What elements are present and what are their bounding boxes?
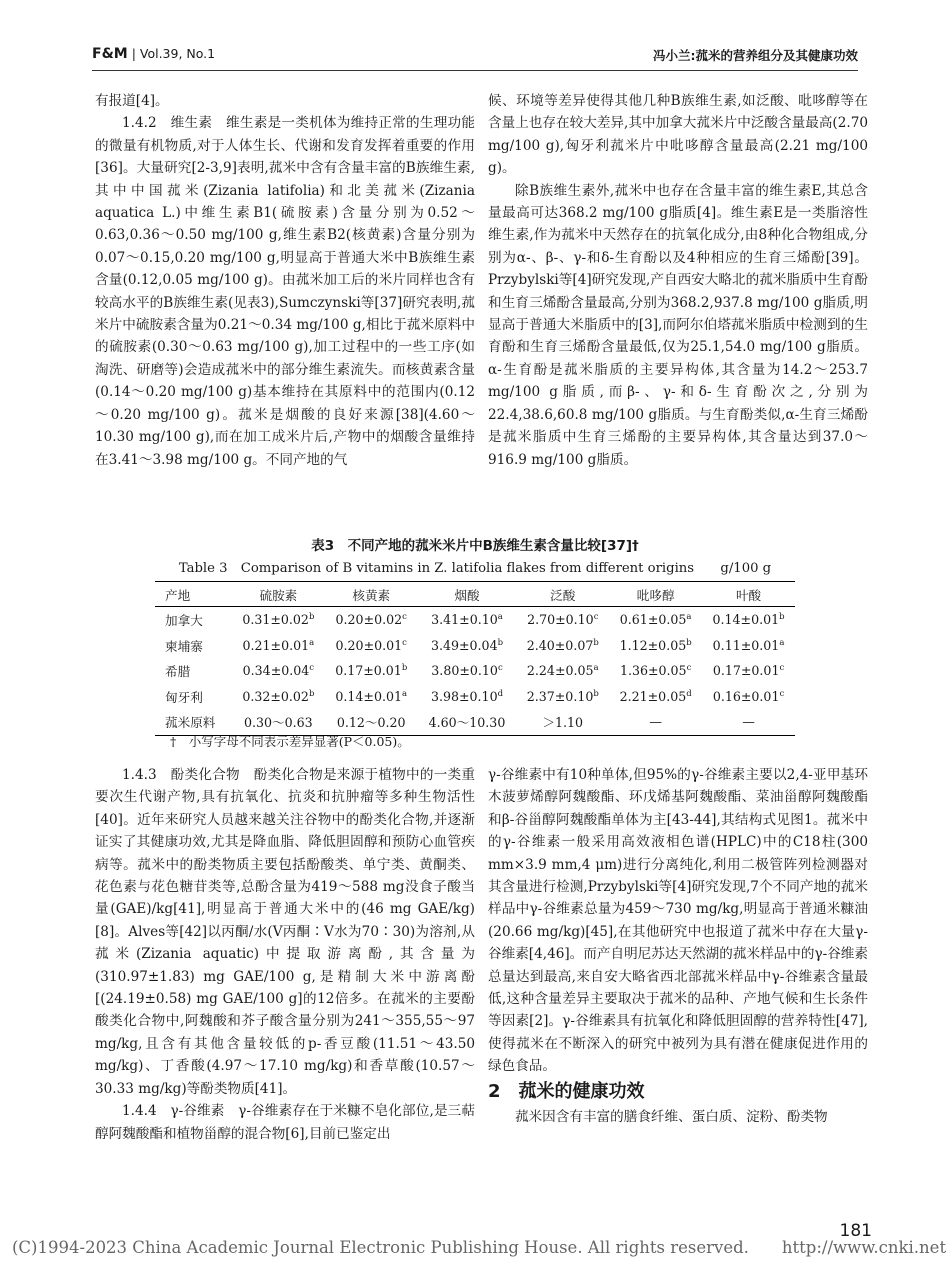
table-caption-cn: 表3 不同产地的菰米米片中B族维生素含量比较[37]† xyxy=(311,538,639,554)
value-text: 1.36±0.05 xyxy=(619,663,687,679)
journal-logo-text: F&M xyxy=(92,46,128,62)
significance-letter: a xyxy=(309,637,315,648)
value-cell xyxy=(609,658,702,684)
significance-letter: c xyxy=(402,612,407,623)
value-cell xyxy=(516,607,609,633)
value-cell xyxy=(232,684,325,710)
section-1-4-4: 1.4.4 γ-谷维素 γ-谷维素存在于米糠不皂化部位,是三萜醇阿魏酸酯和植物甾醇的混合物[6],目前已鉴定出 xyxy=(95,1103,475,1142)
right-column-bottom xyxy=(488,764,868,1128)
value-cell xyxy=(702,607,795,633)
article-running-title: 冯小兰:菰米的营养组分及其健康功效 xyxy=(653,48,858,63)
significance-letter: c xyxy=(593,612,599,623)
volume-issue: | Vol.39, No.1 xyxy=(127,46,216,61)
right-column-top xyxy=(488,90,868,471)
paragraph: 除B族维生素外,菰米中也存在含量丰富的维生素E,其总含量最高可达368.2 mg/100 g脂质[4]。维生素E是一类脂溶性维生素,作为菰米中天然存在的抗氧化成分,由8种化合物组成,分别为α-、β-、γ-和δ-生育酚以及4种相应的生育三烯酚[39]。Przybylski等[4]研究发现,产自西安大略北的菰米脂质中生育酚和生育三烯酚含量最高,分别为368.2,937.8 mg/100 g脂质,明显高于普通大米脂质中的[3],而阿尔伯塔菰米脂质中检测到的生育酚和生育三烯酚含量最低,仅为25.1,54.0 mg/100 g脂质。α-生育酚是菰米脂质的主要异构体,其含量为14.2～253.7 mg/100 g脂质,而β-、γ-和δ-生育酚次之,分别为22.4,38.6,60.8 mg/100 g脂质。与生育酚类似,α-生育三烯酚是菰米脂质中生育三烯酚的主要异构体,其含量达到37.0～916.9 mg/100 g脂质。 xyxy=(488,182,868,468)
value-text: 0.14±0.01 xyxy=(712,612,780,628)
value-text: 0.11±0.01 xyxy=(712,637,780,653)
value-text: 2.40±0.07 xyxy=(526,637,594,653)
col-header: 叶酸 xyxy=(702,582,795,607)
value-text: 2.37±0.10 xyxy=(526,688,594,704)
value-cell xyxy=(232,633,325,659)
value-text: 3.41±0.10 xyxy=(431,612,498,628)
value-cell xyxy=(418,658,517,684)
significance-letter: a xyxy=(686,612,692,623)
value-cell xyxy=(325,633,418,659)
significance-letter: d xyxy=(497,688,504,699)
significance-letter: a xyxy=(402,688,408,699)
significance-letter: c xyxy=(402,637,407,648)
value-cell xyxy=(418,684,517,710)
value-cell xyxy=(232,658,325,684)
value-text: 2.21±0.05 xyxy=(619,688,687,704)
value-text: 2.70±0.10 xyxy=(527,612,594,628)
journal-info xyxy=(92,46,215,62)
origin-cell: 匈牙利 xyxy=(165,689,203,705)
value-text: 0.17±0.01 xyxy=(335,663,402,679)
significance-letter: c xyxy=(779,663,785,674)
value-cell xyxy=(702,709,795,735)
significance-letter: c xyxy=(497,663,503,674)
value-text: ＞1.10 xyxy=(542,715,584,731)
significance-letter: d xyxy=(686,688,692,699)
value-cell xyxy=(609,607,702,633)
paragraph: 候、环境等差异使得其他几种B族维生素,如泛酸、吡哆醇等在含量上也存在较大差异,其中加拿大菰米片中泛酸含量最高(2.70 mg/100 g),匈牙利菰米片中吡哆醇含量最高(2.21 mg/100 g)。 xyxy=(488,93,868,177)
value-text: 0.21±0.01 xyxy=(242,637,310,653)
significance-letter: b xyxy=(401,663,408,674)
significance-letter: b xyxy=(308,612,315,623)
vitamin-table xyxy=(155,581,795,736)
significance-letter: b xyxy=(497,637,504,648)
col-header: 核黄素 xyxy=(325,582,418,607)
value-text: 3.98±0.10 xyxy=(430,688,498,704)
col-header: 产地 xyxy=(155,582,232,607)
paragraph: 菰米因含有丰富的膳食纤维、蛋白质、淀粉、酚类物 xyxy=(515,1108,828,1125)
value-text: 0.34±0.04 xyxy=(242,663,310,679)
origin-cell: 加拿大 xyxy=(165,613,203,629)
value-cell xyxy=(516,709,609,735)
table-row xyxy=(155,607,795,633)
value-cell xyxy=(325,658,418,684)
table-row xyxy=(155,658,795,684)
significance-letter: b xyxy=(779,612,785,623)
value-cell xyxy=(702,684,795,710)
table-row xyxy=(155,633,795,659)
col-header: 烟酸 xyxy=(418,582,517,607)
running-header xyxy=(92,46,858,66)
paragraph: γ-谷维素中有10种单体,但95%的γ-谷维素主要以2,4-亚甲基环木菠萝烯醇阿魏酸酯、环戊烯基阿魏酸酯、菜油甾醇阿魏酸酯和β-谷甾醇阿魏酸酯单体为主[43-44],其结构式见图1。菰米中的γ-谷维素一般采用高效液相色谱(HPLC)中的C18柱(300 mm×3.9 mm,4 μm)进行分离纯化,利用二极管阵列检测器对其含量进行检测,Przybylski等[4]研究发现,7个不同产地的菰米样品中γ-谷维素总量为459～730 mg/kg,明显高于普通米糠油(20.66 mg/kg)[45],在其他研究中也报道了菰米中存在大量γ-谷维素[4,46]。而产自明尼苏达天然湖的菰米样品中的γ-谷维素总量达到最高,来自安大略省西北部菰米样品中γ-谷维素含量最低,这种含量差异主要取决于菰米的品种、产地气候和生长条件等因素[2]。γ-谷维素具有抗氧化和降低胆固醇的营养特性[47],使得菰米在不断深入的研究中被列为具有潜在健康促进作用的绿色食品。 xyxy=(488,767,868,1075)
value-text: 0.32±0.02 xyxy=(242,688,309,704)
value-cell xyxy=(702,658,795,684)
value-text: 0.61±0.05 xyxy=(619,612,687,628)
significance-letter: b xyxy=(686,637,692,648)
value-text: 3.80±0.10 xyxy=(431,663,498,679)
value-text: 0.30～0.63 xyxy=(244,715,313,731)
value-text: 2.24±0.05 xyxy=(526,663,594,679)
value-cell xyxy=(609,709,702,735)
origin-cell: 柬埔寨 xyxy=(165,638,203,654)
copyright-footer: (C)1994-2023 China Academic Journal Electronic Publishing House. All rights reserved. http://www.cnki.net xyxy=(12,1238,947,1257)
value-text: 0.12～0.20 xyxy=(336,715,406,731)
value-text: 0.14±0.01 xyxy=(335,688,403,704)
value-cell xyxy=(516,633,609,659)
value-cell xyxy=(418,607,517,633)
value-cell xyxy=(516,684,609,710)
left-column-top xyxy=(95,90,475,471)
value-cell xyxy=(516,658,609,684)
value-text: 0.20±0.02 xyxy=(335,612,403,628)
paragraph: 有报道[4]。 xyxy=(95,93,169,109)
value-text: 0.31±0.02 xyxy=(242,612,309,628)
value-cell xyxy=(232,607,325,633)
value-text: — xyxy=(649,714,662,730)
left-column-bottom xyxy=(95,764,475,1145)
section-2-heading: 2 菰米的健康功效 xyxy=(488,1080,645,1102)
value-cell xyxy=(325,607,418,633)
value-text: 3.49±0.04 xyxy=(430,637,498,653)
significance-letter: b xyxy=(593,688,599,699)
section-1-4-2: 1.4.2 维生素 维生素是一类机体为维持正常的生理功能的微量有机物质,对于人体生长、代谢和发育发挥着重要的作用[36]。大量研究[2-3,9]表明,菰米中含有含量丰富的B族维生素,其中中国菰米(Zizania latifolia)和北美菰米(Zizania aquatica L.)中维生素B1(硫胺素)含量分别为0.52～0.63,0.36～0.50 mg/100 g,维生素B2(核黄素)含量分别为0.07～0.15,0.20 mg/100 g,明显高于普通大米中B族维生素含量(0.12,0.05 mg/100 g)。由菰米加工后的米片同样也含有较高水平的B族维生素(见表3),Sumczynski等[37]研究表明,菰米片中硫胺素含量为0.21～0.34 mg/100 g,相比于菰米原料中的硫胺素(0.30～0.63 mg/100 g),加工过程中的一些工序(如淘洗、研磨等)会造成菰米中的部分维生素流失。而核黄素含量(0.14～0.20 mg/100 g)基本维持在其原料中的范围内(0.12～0.20 mg/100 g)。菰米是烟酸的良好来源[38](4.60～10.30 mg/100 g),而在加工成米片后,产物中的烟酸含量维持在3.41～3.98 mg/100 g。不同产地的气 xyxy=(95,115,475,468)
value-text: 0.16±0.01 xyxy=(712,688,780,704)
significance-letter: a xyxy=(497,612,503,623)
table-row xyxy=(155,684,795,710)
value-cell xyxy=(418,633,517,659)
value-text: 0.17±0.01 xyxy=(712,663,780,679)
col-header: 硫胺素 xyxy=(232,582,325,607)
significance-letter: c xyxy=(779,688,785,699)
value-text: 0.20±0.01 xyxy=(335,637,403,653)
value-cell xyxy=(609,684,702,710)
page-number: 181 xyxy=(839,1221,872,1241)
value-text: 4.60～10.30 xyxy=(428,715,506,731)
value-cell xyxy=(609,633,702,659)
significance-letter: a xyxy=(779,637,785,648)
significance-letter: b xyxy=(308,688,315,699)
significance-letter: a xyxy=(593,663,599,674)
value-cell xyxy=(418,709,517,735)
significance-letter: c xyxy=(686,663,692,674)
origin-cell: 菰米原料 xyxy=(155,709,232,735)
col-header: 吡哆醇 xyxy=(609,582,702,607)
significance-letter: b xyxy=(593,637,599,648)
col-header: 泛酸 xyxy=(516,582,609,607)
value-cell xyxy=(325,684,418,710)
table-header-row xyxy=(155,582,795,607)
significance-letter: c xyxy=(309,663,315,674)
value-cell xyxy=(702,633,795,659)
value-text: — xyxy=(742,714,755,730)
table-body xyxy=(155,607,795,736)
origin-cell: 希腊 xyxy=(165,664,191,680)
header-rule xyxy=(92,70,858,71)
table-caption-en: Table 3 Comparison of B vitamins in Z. latifolia flakes from different origins g/100 g xyxy=(178,561,772,576)
value-text: 1.12±0.05 xyxy=(619,637,687,653)
table-note: † 小写字母不同表示差异显著(P＜0.05)。 xyxy=(170,734,410,749)
section-1-4-3: 1.4.3 酚类化合物 酚类化合物是来源于植物中的一类重要次生代谢产物,具有抗氧化、抗炎和抗肿瘤等多种生物活性[40]。近年来研究人员越来越关注谷物中的酚类化合物,并逐渐证实了其健康功效,尤其是降血脂、降低胆固醇和预防心血管疾病等。菰米中的酚类物质主要包括酚酸类、单宁类、黄酮类、花色素与花色糖苷类等,总酚含量为419～588 mg没食子酸当量(GAE)/kg[41],明显高于普通大米中的(46 mg GAE/kg)[8]。Alves等[42]以丙酮/水(V丙酮∶V水为70∶30)为溶剂,从菰米(Zizania aquatic)中提取游离酚,其含量为(310.97±1.83) mg GAE/100 g,是精制大米中游离酚[(24.19±0.58) mg GAE/100 g]的12倍多。在菰米的主要酚酸类化合物中,阿魏酸和芥子酸含量分别为241～355,55～97 mg/kg,且含有其他含量较低的p-香豆酸(11.51～43.50 mg/kg)、丁香酸(4.97～17.10 mg/kg)和香草酸(10.57～30.33 mg/kg)等酚类物质[41]。 xyxy=(95,767,475,1097)
